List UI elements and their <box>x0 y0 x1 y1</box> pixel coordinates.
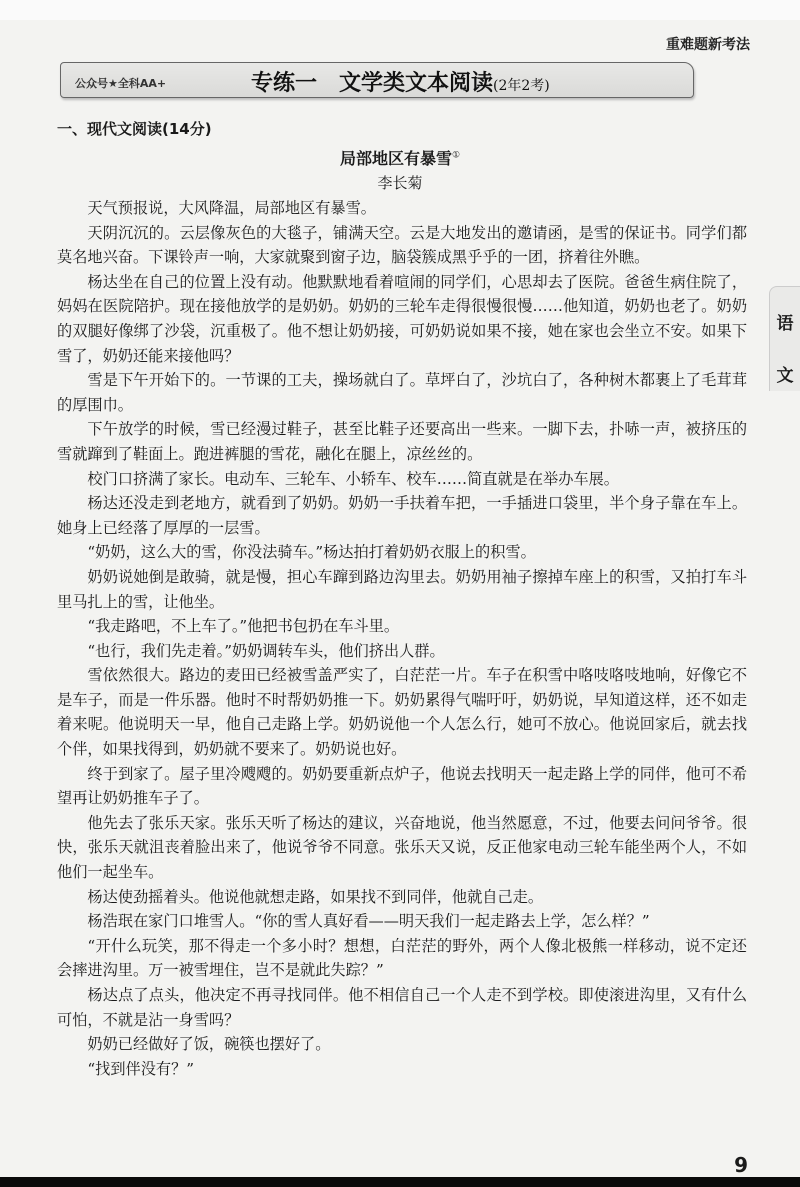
paragraph: 杨达还没走到老地方，就看到了奶奶。奶奶一手扶着车把，一手插进口袋里，半个身子靠在车上。她身上已经落了厚厚的一层雪。 <box>57 494 747 537</box>
banner-title <box>251 66 550 97</box>
paragraph: 杨浩珉在家门口堆雪人。“你的雪人真好看——明天我们一起走路去上学，怎么样？” <box>87 912 650 931</box>
subject-tab-char: 语 <box>776 314 794 334</box>
paragraph: “也行，我们先走着。”奶奶调转车头，他们挤出人群。 <box>87 641 445 660</box>
article-author: 李长菊 <box>377 174 423 192</box>
section-heading: 一、现代文阅读(14分) <box>57 120 212 138</box>
article-title <box>0 146 800 169</box>
paragraph: 天气预报说，大风降温，局部地区有暴雪。 <box>87 199 376 217</box>
subject-tab <box>769 286 800 391</box>
paragraph: 他先去了张乐天家。张乐天听了杨达的建议，兴奋地说，他当然愿意，不过，他要去问问爷爷。很快，张乐天就沮丧着脸出来了，他说爷爷不同意。张乐天又说，反正他家电动三轮车能坐两个人，不如他们一起坐车。 <box>57 813 747 882</box>
paragraph: “找到伴没有？” <box>87 1059 195 1078</box>
chapter-banner <box>60 62 694 98</box>
article-title-text: 局部地区有暴雪 <box>339 149 452 168</box>
banner-tag: 公众号★全科AA+ <box>75 77 167 90</box>
paragraph: 天阴沉沉的。云层像灰色的大毯子，铺满天空。云是大地发出的邀请函，是雪的保证书。同学们都莫名地兴奋。下课铃声一响，大家就聚到窗子边，脑袋簇成黑乎乎的一团，挤着往外瞧。 <box>57 223 747 267</box>
series-name: 重难题新考法 <box>666 37 750 53</box>
paragraph: 杨达点了点头，他决定不再寻找同伴。他不相信自己一个人走不到学校。即使滚进沟里，又有什么可怕，不就是沾一身雪吗？ <box>57 986 747 1029</box>
banner-title-sub: (2年2考) <box>493 78 550 94</box>
paragraph: “开什么玩笑，那不得走一个多小时？想想，白茫茫的野外，两个人像北极熊一样移动，说不定还会摔进沟里。万一被雪埋住，岂不是就此失踪？” <box>57 936 747 980</box>
footnote-mark: ① <box>451 150 461 161</box>
paragraph: 终于到家了。屋子里冷飕飕的。奶奶要重新点炉子，他说去找明天一起走路上学的同伴，他可不希望再让奶奶推车子了。 <box>57 764 747 808</box>
paragraph: 杨达使劲摇着头。他说他就想走路，如果找不到同伴，他就自己走。 <box>87 887 544 906</box>
paragraph: 奶奶已经做好了饭，碗筷也摆好了。 <box>87 1035 331 1054</box>
paragraph: “奶奶，这么大的雪，你没法骑车。”杨达拍打着奶奶衣服上的积雪。 <box>87 543 536 562</box>
paragraph: 下午放学的时候，雪已经漫过鞋子，甚至比鞋子还要高出一些来。一脚下去，扑哧一声，被挤压的雪就蹿到了鞋面上。跑进裤腿的雪花，融化在腿上，凉丝丝的。 <box>57 420 747 463</box>
subject-tab-char: 文 <box>776 366 794 386</box>
banner-title-main: 专练一 文学类文本阅读 <box>251 71 494 96</box>
page-number: 9 <box>734 1153 748 1177</box>
paragraph: “我走路吧，不上车了。”他把书包扔在车斗里。 <box>87 617 400 636</box>
paragraph: 杨达坐在自己的位置上没有动。他默默地看着喧闹的同学们，心思却去了医院。爸爸生病住院了，妈妈在医院陪护。现在接他放学的是奶奶。奶奶的三轮车走得很慢很慢……他知道，奶奶也老了。奶奶的双腿好像绑了沙袋，沉重极了。他不想让奶奶接，可奶奶说如果不接，她在家也会坐立不安。如果下雪了，奶奶还能来接他吗？ <box>57 272 747 365</box>
paragraph: 校门口挤满了家长。电动车、三轮车、小轿车、校车……简直就是在举办车展。 <box>87 469 619 488</box>
paragraph: 雪依然很大。路边的麦田已经被雪盖严实了，白茫茫一片。车子在积雪中咯吱咯吱地响，好像它不是车子，而是一件乐器。他时不时帮奶奶推一下。奶奶累得气喘吁吁，奶奶说，早知道这样，还不如走着来呢。他说明天一早，他自己走路上学。奶奶说他一个人怎么行，她可不放心。他说回家后，就去找个伴，如果找得到，奶奶就不要来了。奶奶说也好。 <box>57 666 747 759</box>
article-body <box>57 196 747 1081</box>
bottom-edge <box>0 1177 800 1187</box>
top-margin <box>0 0 800 20</box>
paragraph: 雪是下午开始下的。一节课的工夫，操场就白了。草坪白了，沙坑白了，各种树木都裹上了毛茸茸的厚围巾。 <box>57 371 747 414</box>
paragraph: 奶奶说她倒是敢骑，就是慢，担心车蹿到路边沟里去。奶奶用袖子擦掉车座上的积雪，又拍打车斗里马扎上的雪，让他坐。 <box>57 567 747 611</box>
